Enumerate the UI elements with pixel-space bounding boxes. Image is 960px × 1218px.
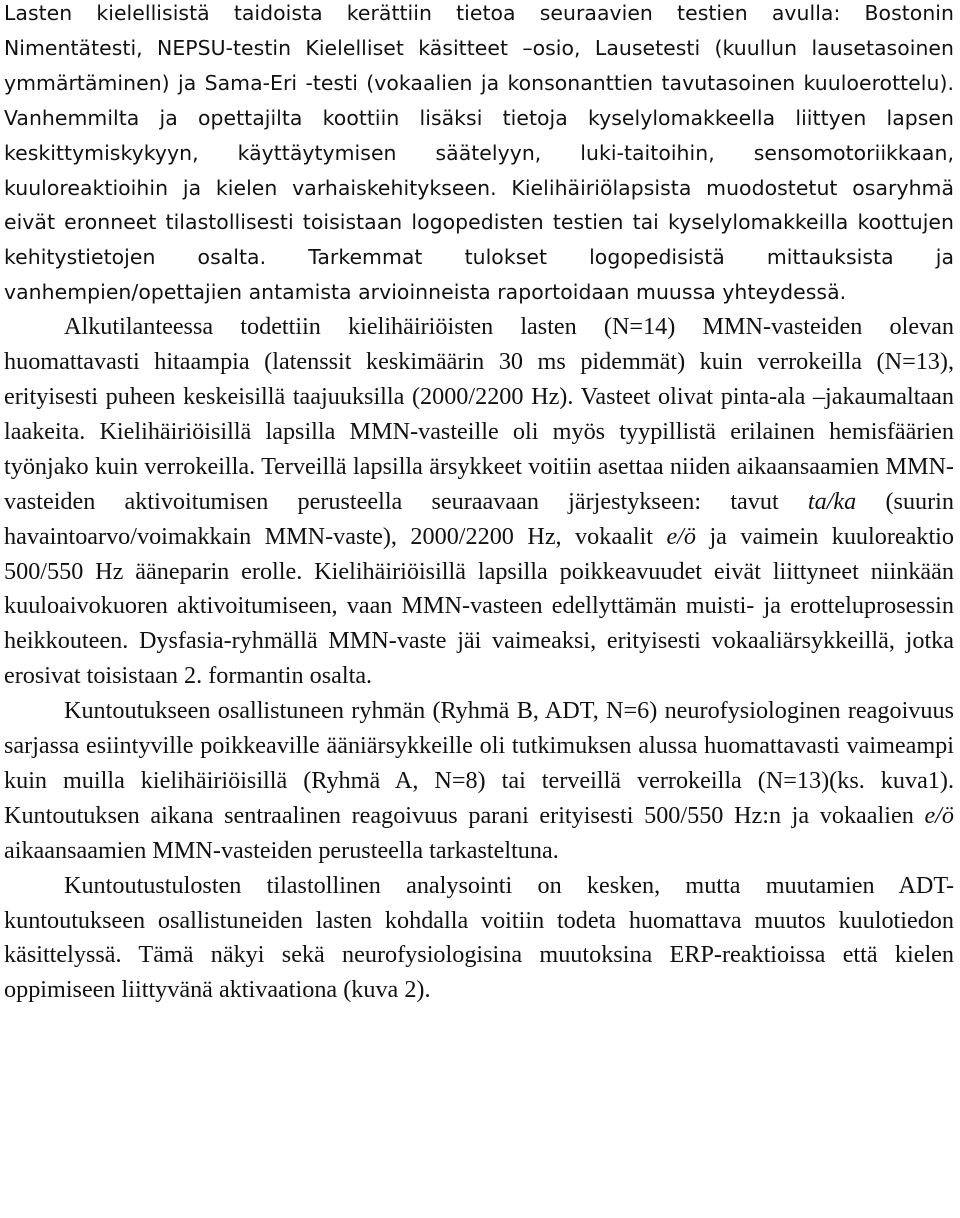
paragraph-rehabilitation-group — [4, 694, 954, 869]
document-page — [4, 0, 954, 1008]
paragraph-text: (suurin havaintoarvo/voimakkain MMN-vaste), 2000/2200 Hz, vokaalit — [4, 487, 954, 550]
italic-stimulus-term: e/ö — [666, 522, 696, 550]
paragraph-text: Lasten kielellisistä taidoista kerättiin tietoa seuraavien testien avulla: Bostonin Nimentätesti, NEPSU-testin Kielelliset käsitteet –osio, Lausetesti (kuullun lausetasoinen ymmärtäminen) ja Sama-Eri -testi (vokaalien ja konsonanttien tavutasoinen kuuloerottelu). Vanhemmilta ja opettajilta koottiin lisäksi tietoja kyselylomakkeella liittyen lapsen keskittymiskykyyn, käyttäytymisen säätelyyn, luki-taitoihin, sensomotoriikkaan, kuuloreaktioihin ja kielen varhaiskehitykseen. Kielihäiriölapsista muodostetut osaryhmä eivät eronneet tilastollisesti toisistaan logopedisten testien tai kyselylomakkeilla koottujen kehitystietojen osalta. Tarkemmat tulokset logopedisistä mittauksista ja vanhempien/opettajien antamista arvioinneista raportoidaan muussa yhteydessä. — [4, 1, 954, 305]
paragraph-text: Alkutilanteessa todettiin kielihäiriöisten lasten (N=14) MMN-vasteiden olevan huomattavasti hitaampia (latenssit keskimäärin 30 ms pidemmät) kuin verrokeilla (N=13), erityisesti puheen keskeisillä taajuuksilla (2000/2200 Hz). Vasteet olivat pinta-ala –jakaumaltaan laakeita. Kielihäiriöisillä lapsilla MMN-vasteille oli myös tyypillistä erilainen hemisfäärien työnjako kuin verrokeilla. Terveillä lapsilla ärsykkeet voitiin asettaa niiden aikaansaamien MMN-vasteiden aktivoitumisen perusteella seuraavaan järjestykseen: tavut — [4, 313, 954, 515]
italic-stimulus-term: ta/ka — [807, 487, 857, 515]
paragraph-text: Kuntoutustulosten tilastollinen analysointi on kesken, mutta muutamien ADT-kuntoutukseen osallistuneiden lasten kohdalla voitiin todeta huomattava muutos kuulotiedon käsittelyssä. Tämä näkyi sekä neurofysiologisina muutoksina ERP-reaktioissa että kielen oppimiseen liittyvänä aktivaationa (kuva 2). — [4, 871, 954, 1004]
paragraph-text: Kuntoutukseen osallistuneen ryhmän (Ryhmä B, ADT, N=6) neurofysiologinen reagoivuus sarjassa esiintyville poikkeaville ääniärsykkeille oli tutkimuksen alussa huomattavasti vaimeampi kuin muilla kielihäiriöisillä (Ryhmä A, N=8) tai terveillä verrokeilla (N=13)(ks. kuva1). Kuntoutuksen aikana sentraalinen reagoivuus parani erityisesti 500/550 Hz:n ja vokaalien — [4, 697, 954, 829]
paragraph-rehabilitation-analysis — [4, 869, 954, 1009]
paragraph-initial-mmn-results — [4, 310, 954, 694]
italic-stimulus-term: e/ö — [924, 801, 954, 829]
paragraph-text: ja vaimein kuuloreaktio 500/550 Hz ääneparin erolle. Kielihäiriöisillä lapsilla poikkeavuudet eivät liittyneet niinkään kuuloaivokuoren aktivoitumiseen, vaan MMN-vasteen edellyttämän muisti- ja erotteluprosessin heikkouteen. Dysfasia-ryhmällä MMN-vaste jäi vaimeaksi, erityisesti vokaaliärsykkeillä, jotka erosivat toisistaan 2. formantin osalta. — [4, 522, 954, 690]
paragraph-text: aikaansaamien MMN-vasteiden perusteella tarkasteltuna. — [4, 836, 559, 864]
paragraph-language-tests — [4, 0, 954, 310]
